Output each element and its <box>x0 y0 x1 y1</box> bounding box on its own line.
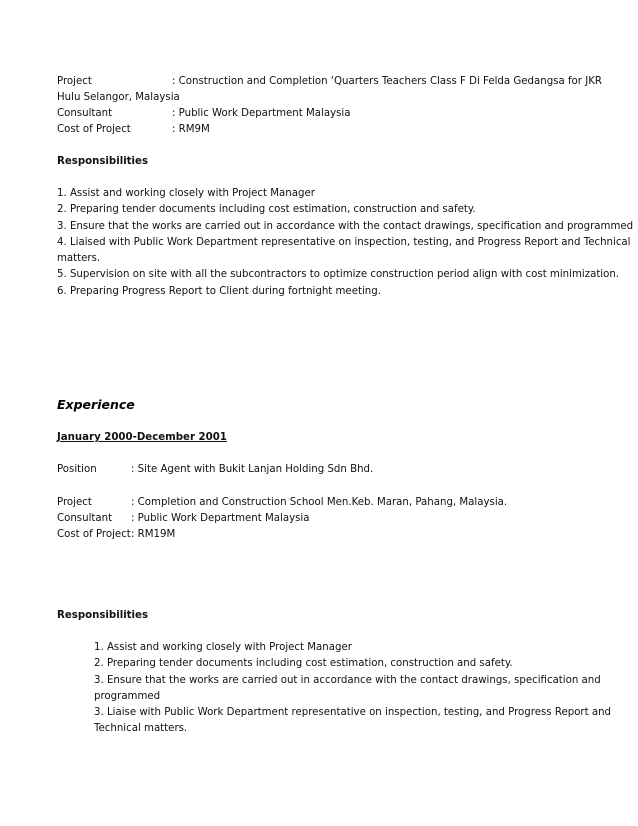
consultant-row <box>57 106 351 122</box>
cost-value: : RM9M <box>172 124 210 135</box>
cost-label: Cost of Project <box>57 529 131 540</box>
consultant-value: : Public Work Department Malaysia <box>131 513 310 524</box>
cost-row <box>57 122 210 138</box>
consultant-label: Consultant <box>57 513 113 524</box>
experience-heading: Experience <box>57 397 135 412</box>
project-value: : Completion and Construction School Men.Keb. Maran, Pahang, Malaysia. <box>131 497 508 508</box>
responsibility-item: 3. Ensure that the works are carried out in accordance with the contact drawings, specification and programmed <box>57 221 634 232</box>
position-value: : Site Agent with Bukit Lanjan Holding Sdn Bhd. <box>131 464 374 475</box>
project-row <box>57 74 602 90</box>
position-label: Position <box>57 464 97 475</box>
responsibilities-heading: Responsibilities <box>57 610 149 621</box>
consultant-row <box>57 511 310 527</box>
position-row <box>57 462 373 478</box>
project-label: Project <box>57 497 92 508</box>
project-value-continuation: Hulu Selangor, Malaysia <box>57 92 180 103</box>
responsibility-item: 1. Assist and working closely with Project Manager <box>57 188 315 199</box>
consultant-label: Consultant <box>57 108 113 119</box>
responsibility-item: 1. Assist and working closely with Project Manager <box>94 642 352 653</box>
experience-period: January 2000-December 2001 <box>57 432 227 443</box>
responsibility-item: 4. Liaised with Public Work Department representative on inspection, testing, and Progress Report and Technical <box>57 237 631 248</box>
responsibilities-heading: Responsibilities <box>57 156 149 167</box>
cost-label: Cost of Project <box>57 124 131 135</box>
responsibility-item: Technical matters. <box>94 723 188 734</box>
project-value: : Construction and Completion ‘Quarters Teachers Class F Di Felda Gedangsa for JKR <box>172 76 602 87</box>
project-label: Project <box>57 76 92 87</box>
responsibility-item: 2. Preparing tender documents including cost estimation, construction and safety. <box>94 658 513 669</box>
responsibility-item: 6. Preparing Progress Report to Client during fortnight meeting. <box>57 286 381 297</box>
cost-row <box>57 527 175 543</box>
consultant-value: : Public Work Department Malaysia <box>172 108 351 119</box>
responsibility-item: 2. Preparing tender documents including cost estimation, construction and safety. <box>57 204 476 215</box>
responsibility-item: 3. Ensure that the works are carried out in accordance with the contact drawings, specification and <box>94 675 601 686</box>
responsibility-item: matters. <box>57 253 101 264</box>
project-row <box>57 495 507 511</box>
cost-value: : RM19M <box>131 529 176 540</box>
responsibility-item: programmed <box>94 691 161 702</box>
responsibility-item: 3. Liaise with Public Work Department representative on inspection, testing, and Progress Report and <box>94 707 612 718</box>
responsibility-item: 5. Supervision on site with all the subcontractors to optimize construction period align with cost minimization. <box>57 269 620 280</box>
